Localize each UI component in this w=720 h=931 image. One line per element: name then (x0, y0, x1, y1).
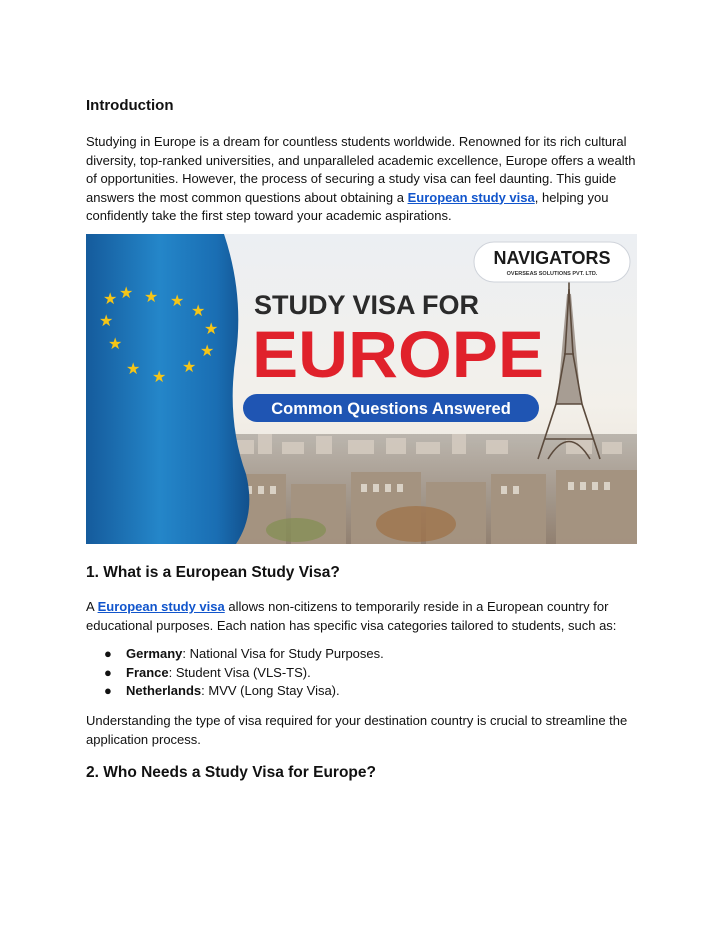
banner-title-line2: EUROPE (252, 317, 544, 391)
section2-heading: 2. Who Needs a Study Visa for Europe? (86, 764, 376, 781)
bullet-desc: : National Visa for Study Purposes. (182, 646, 384, 661)
navigators-logo (474, 242, 630, 282)
svg-text:★: ★ (152, 367, 167, 386)
visa-types-list (86, 645, 384, 701)
intro-text-after-link: , helping you confidently take the first step toward your academic aspirations. (86, 189, 609, 223)
logo-main-text: NAVIGATORS (493, 248, 611, 268)
section1-text-prefix: A (86, 599, 98, 614)
svg-text:★: ★ (126, 359, 141, 378)
svg-text:★: ★ (191, 301, 206, 320)
svg-text:★: ★ (99, 311, 114, 330)
intro-text-before-link: Studying in Europe is a dream for countless students worldwide. Renowned for its rich cultural diversity, top-ranked universities, and unparalleled academic excellence, Europe offers a wealth of opportunities. However, the process of securing a study visa can feel daunting. This guide answers the most common questions about obtaining a (86, 134, 636, 205)
svg-text:★: ★ (170, 291, 185, 310)
bullet-icon: ● (104, 646, 112, 661)
bullet-desc: : MVV (Long Stay Visa). (201, 683, 340, 698)
svg-text:★: ★ (119, 283, 134, 302)
list-item (86, 664, 384, 683)
banner-subtitle: Common Questions Answered (271, 400, 511, 418)
section1-paragraph (86, 598, 638, 635)
svg-text:★: ★ (103, 289, 118, 308)
list-item (86, 645, 384, 664)
svg-text:★: ★ (204, 319, 219, 338)
banner-illustration (86, 234, 637, 544)
study-visa-banner-image (86, 234, 637, 544)
svg-text:★: ★ (182, 357, 197, 376)
banner-title-line1: STUDY VISA FOR (254, 290, 480, 320)
section1-closing-paragraph: Understanding the type of visa required for your destination country is crucial to streamline the application process. (86, 713, 628, 747)
svg-text:★: ★ (200, 341, 215, 360)
section1-text-after-link: allows non-citizens to temporarily reside in a European country for educational purposes. Each nation has specific visa categories tailored to students, such as: (86, 599, 617, 633)
svg-text:★: ★ (108, 334, 123, 353)
section1-european-study-visa-link[interactable]: European study visa (97, 599, 225, 614)
section1-heading: 1. What is a European Study Visa? (86, 564, 340, 581)
intro-european-study-visa-link[interactable]: European study visa (407, 189, 535, 205)
bullet-country: Netherlands (126, 683, 202, 698)
logo-sub-text: OVERSEAS SOLUTIONS PVT. LTD. (506, 271, 598, 277)
list-item (86, 682, 384, 701)
intro-paragraph (86, 133, 638, 226)
bullet-desc: : Student Visa (VLS-TS). (168, 664, 311, 680)
intro-heading: Introduction (86, 97, 174, 114)
bullet-icon: ● (104, 683, 112, 698)
bullet-country: France (126, 664, 169, 680)
bullet-icon: ● (104, 664, 112, 680)
eu-flag (86, 234, 249, 544)
bullet-country: Germany (126, 646, 183, 661)
paris-skyline (226, 434, 637, 544)
svg-text:★: ★ (144, 287, 159, 306)
